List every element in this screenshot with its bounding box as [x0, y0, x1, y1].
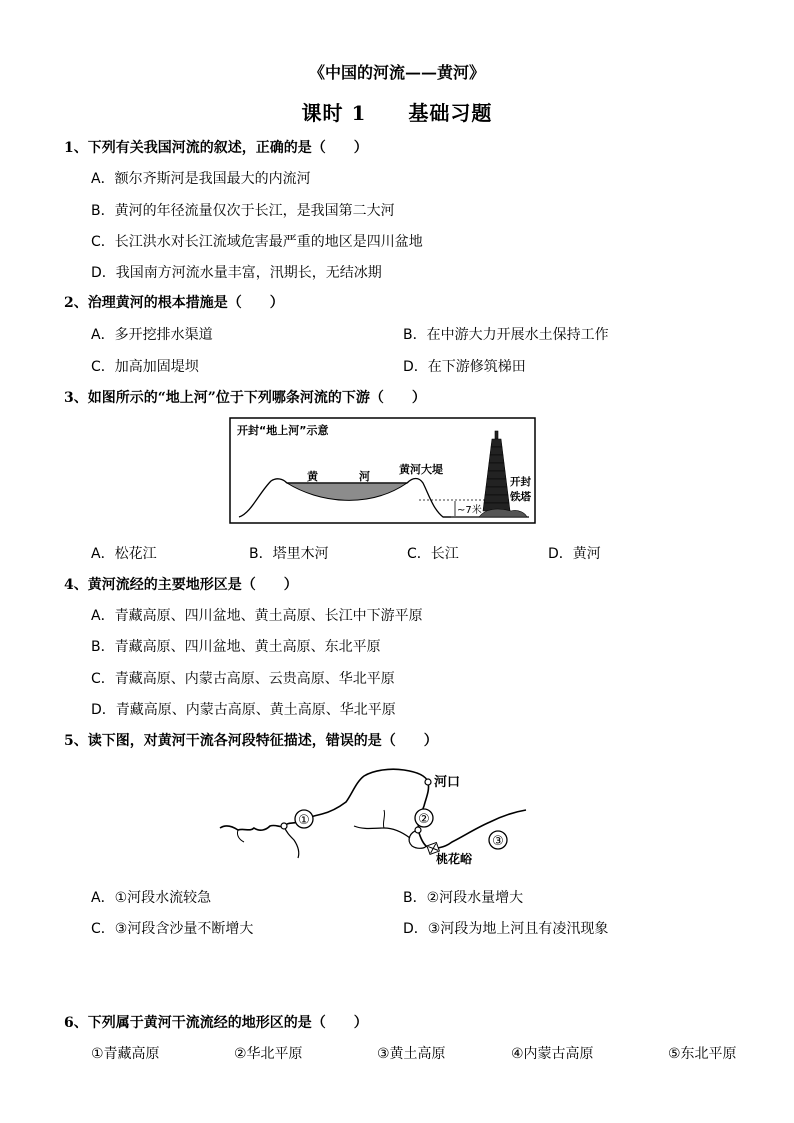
question-2-option-d[interactable]: D．在下游修筑梯田 — [403, 359, 526, 375]
kaifeng-raised-river-diagram — [229, 417, 541, 529]
middle-point — [415, 827, 421, 833]
label-taohuayu: 桃花峪 — [436, 852, 473, 866]
question-6-stem: 6、下列属于黄河干流流经的地形区的是（ ） — [64, 1015, 368, 1031]
question-4-stem: 4、黄河流经的主要地形区是（ ） — [64, 577, 298, 593]
page-title: 《中国的河流——黄河》 — [308, 63, 485, 82]
label-hekou: 河口 — [434, 775, 461, 790]
label-tower-1: 开封 — [510, 476, 531, 488]
question-3-option-a[interactable]: A．松花江 — [91, 546, 157, 562]
question-2-option-c[interactable]: C．加高加固堤坝 — [91, 359, 199, 375]
question-3-stem: 3、如图所示的“地上河”位于下列哪条河流的下游（ ） — [64, 390, 426, 406]
tributary-west — [284, 826, 299, 858]
tributary-north — [383, 810, 384, 828]
question-3-option-c[interactable]: C．长江 — [407, 546, 459, 562]
question-1-option-b[interactable]: B．黄河的年径流量仅次于长江，是我国第二大河 — [91, 203, 395, 219]
question-2-stem: 2、治理黄河的根本措施是（ ） — [64, 295, 284, 311]
label-huang: 黄 — [307, 470, 318, 483]
height-label: ~7米 — [457, 505, 482, 516]
question-6-item-1[interactable]: ①青藏高原 — [91, 1046, 160, 1062]
yellow-river-course-map — [214, 766, 534, 866]
mark-1: ① — [298, 813, 310, 828]
question-6-item-5[interactable]: ⑤东北平原 — [668, 1046, 737, 1062]
upper-point — [281, 823, 287, 829]
question-6-item-4[interactable]: ④内蒙古高原 — [511, 1046, 594, 1062]
question-3-option-d[interactable]: D．黄河 — [548, 546, 601, 562]
tributary-wei — [354, 826, 410, 838]
question-1-option-c[interactable]: C．长江洪水对长江流域危害最严重的地区是四川盆地 — [91, 234, 423, 250]
label-tower-2: 铁塔 — [510, 491, 531, 503]
label-he: 河 — [359, 470, 370, 483]
mark-3: ③ — [492, 834, 504, 849]
mark-2: ② — [418, 812, 430, 827]
question-1-stem: 1、下列有关我国河流的叙述，正确的是（ ） — [64, 140, 368, 156]
question-4-option-a[interactable]: A．青藏高原、四川盆地、黄土高原、长江中下游平原 — [91, 608, 423, 624]
question-5-option-d[interactable]: D．③河段为地上河且有凌汛现象 — [403, 921, 609, 937]
question-5-option-a[interactable]: A．①河段水流较急 — [91, 890, 212, 906]
question-2-option-a[interactable]: A．多开挖排水渠道 — [91, 327, 213, 343]
diagram-caption: 开封“地上河”示意 — [237, 424, 329, 437]
page-subtitle: 课时 1 基础习题 — [301, 101, 493, 125]
question-4-option-d[interactable]: D．青藏高原、内蒙古高原、黄土高原、华北平原 — [91, 702, 396, 718]
question-2-option-b[interactable]: B．在中游大力开展水土保持工作 — [403, 327, 609, 343]
question-5-option-c[interactable]: C．③河段含沙量不断增大 — [91, 921, 254, 937]
question-6-item-3[interactable]: ③黄土高原 — [377, 1046, 446, 1062]
question-4-option-b[interactable]: B．青藏高原、四川盆地、黄土高原、东北平原 — [91, 639, 381, 655]
question-4-option-c[interactable]: C．青藏高原、内蒙古高原、云贵高原、华北平原 — [91, 671, 395, 687]
tributary-west-2 — [237, 830, 244, 842]
question-5-option-b[interactable]: B．②河段水量增大 — [403, 890, 524, 906]
label-dike: 黄河大堤 — [399, 463, 443, 476]
question-1-option-d[interactable]: D．我国南方河流水量丰富，汛期长，无结冰期 — [91, 265, 382, 281]
question-6-item-2[interactable]: ②华北平原 — [234, 1046, 303, 1062]
river-main-course — [220, 769, 526, 848]
question-1-option-a[interactable]: A．额尔齐斯河是我国最大的内流河 — [91, 171, 311, 187]
hekou-point — [425, 779, 431, 785]
question-5-stem: 5、读下图，对黄河干流各河段特征描述，错误的是（ ） — [64, 733, 438, 749]
question-3-option-b[interactable]: B．塔里木河 — [249, 546, 329, 562]
